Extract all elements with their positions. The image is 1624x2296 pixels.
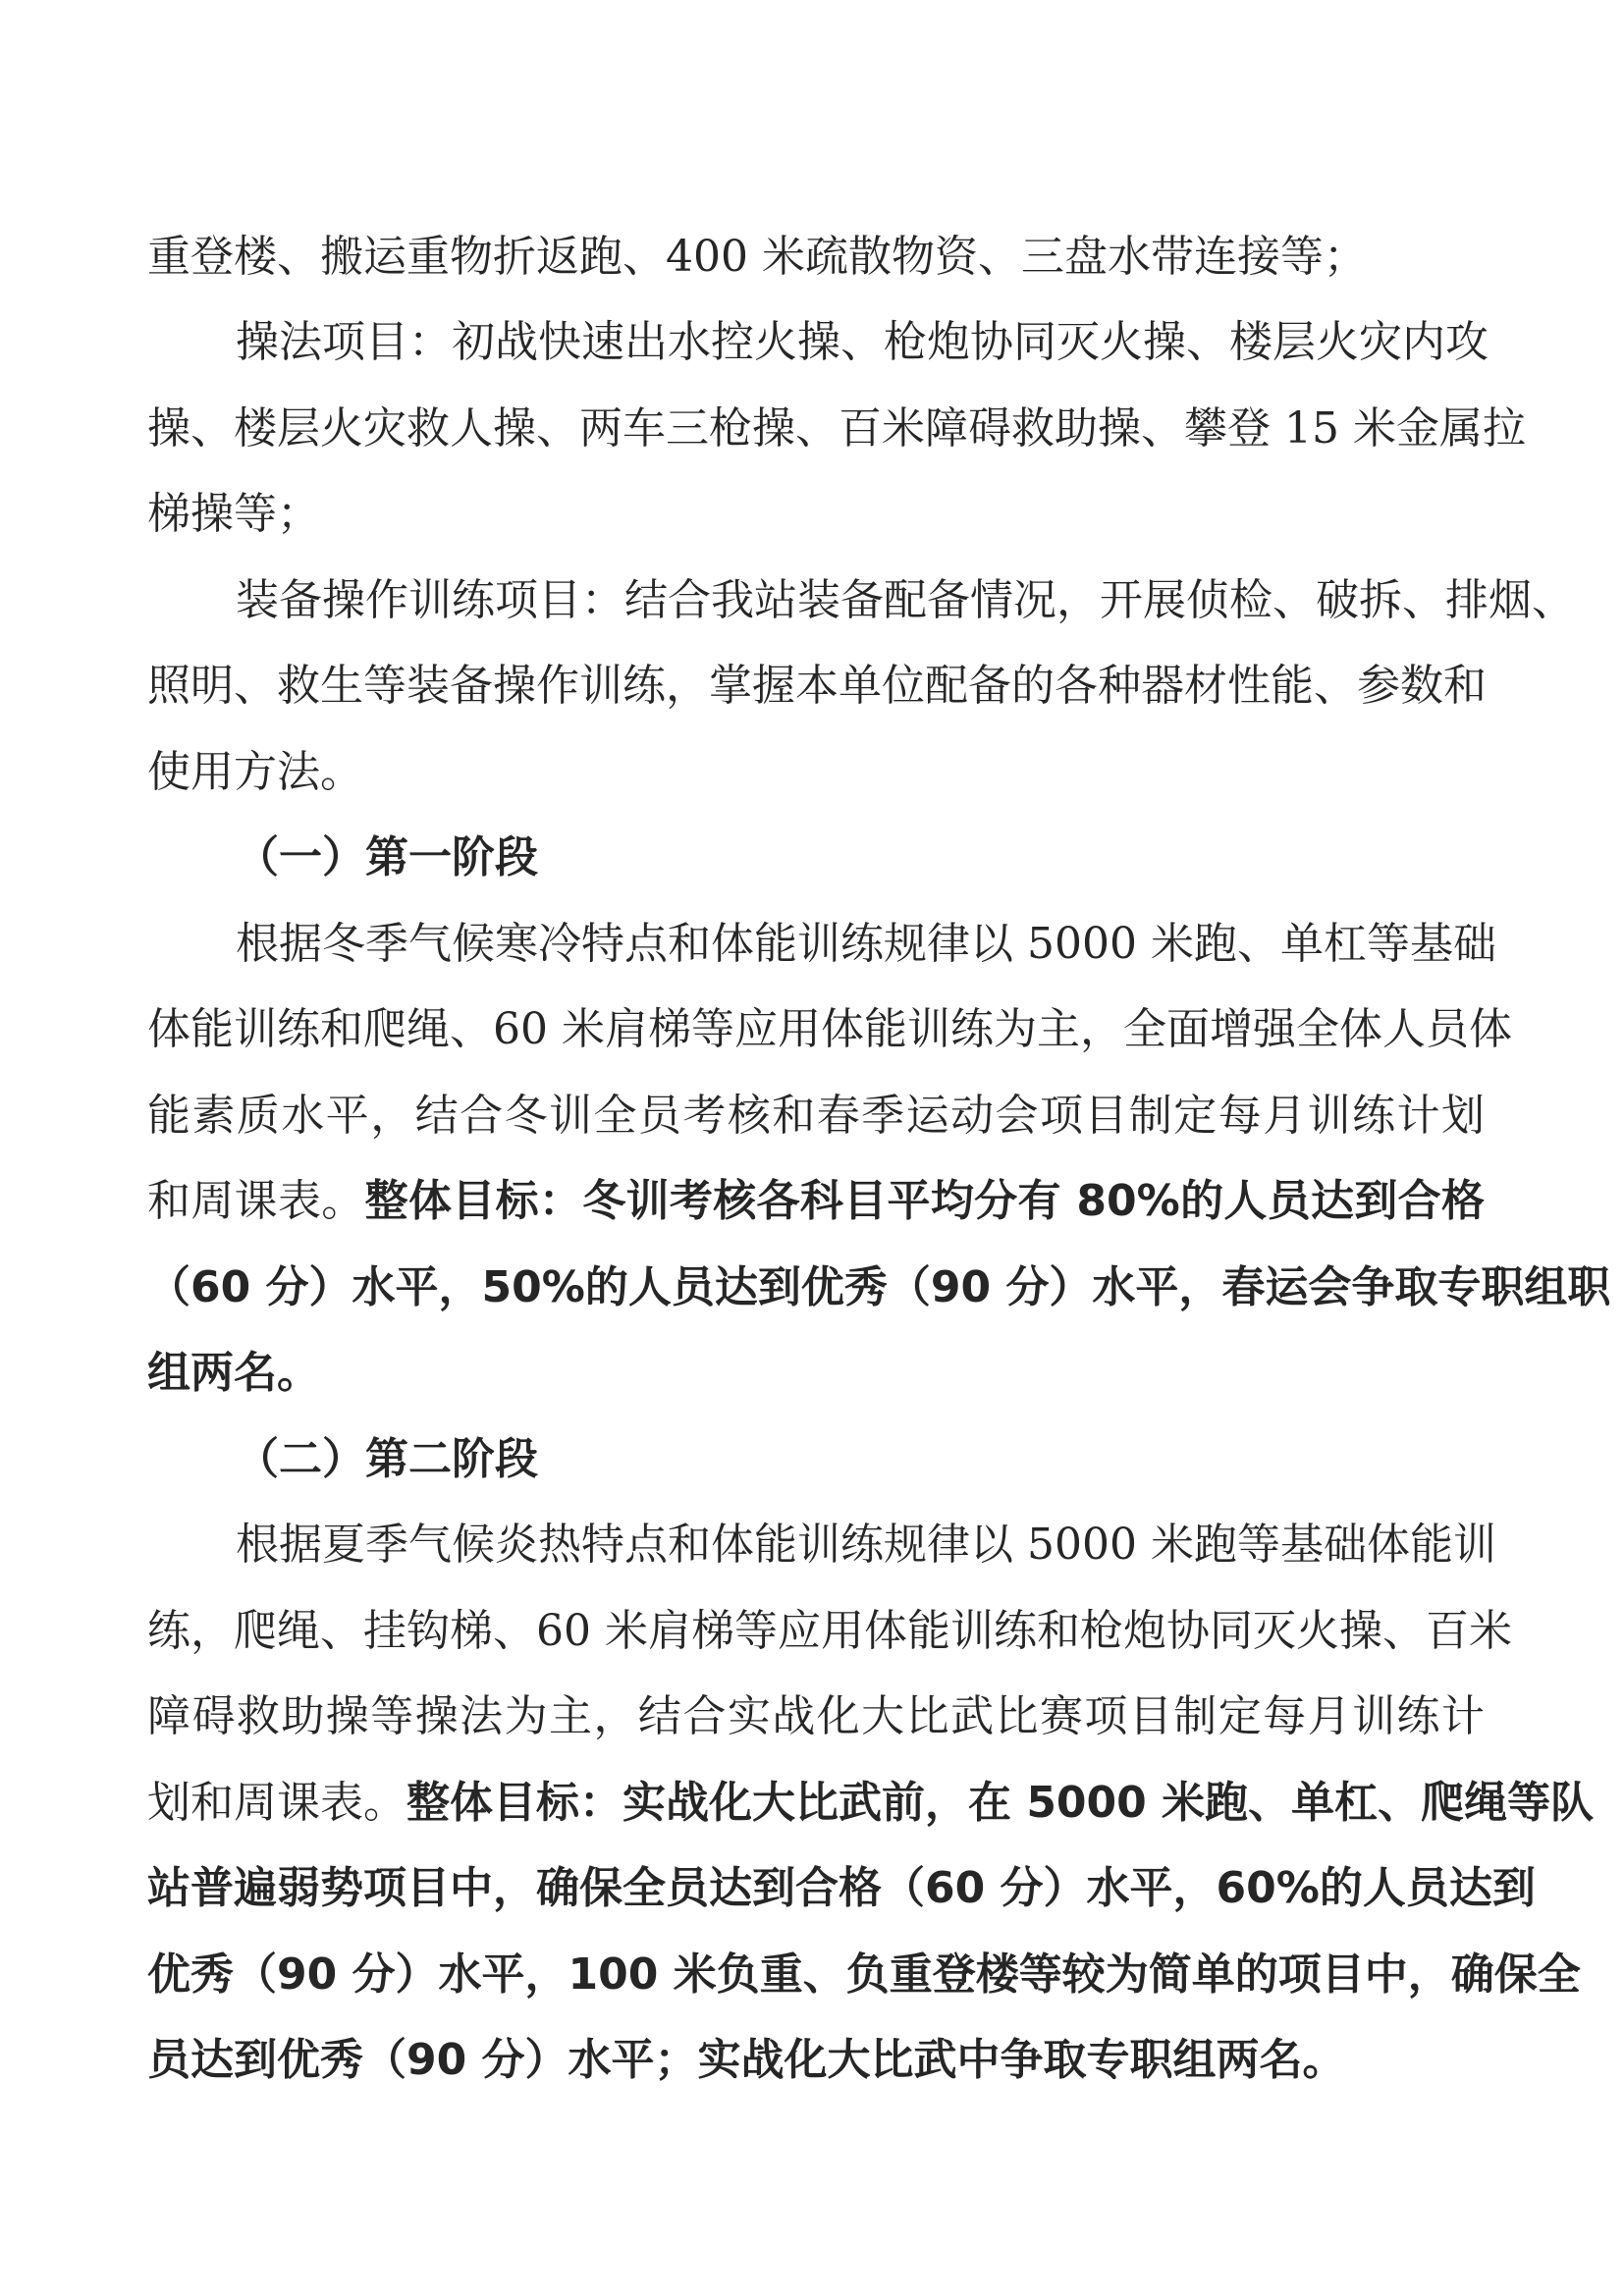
bold-text: 组两名。 (147, 1348, 320, 1398)
heading-text: （一）第一阶段 (236, 832, 538, 882)
heading-text: （二）第二阶段 (236, 1434, 538, 1484)
text-line (147, 1000, 1512, 1059)
text: 能素质水平，结合冬训全员考核和春季运动会项目制定每月训练计划 (147, 1091, 1485, 1141)
bold-text: 整体目标：实战化大比武前，在 5000 米跑、单杠、爬绳等队 (406, 1778, 1595, 1828)
bold-text: 优秀（90 分）水平，100 米负重、负重登楼等较为简单的项目中，确保全 (147, 1949, 1581, 2000)
text-line (147, 228, 1485, 287)
text: 和周课表。 (147, 1176, 365, 1226)
text: 根据冬季气候寒冷特点和体能训练规律以 5000 米跑、单杠等基础 (236, 919, 1496, 969)
text-line (147, 1602, 1512, 1661)
text: 使用方法。 (147, 747, 363, 797)
bold-text: 站普遍弱势项目中，确保全员达到合格（60 分）水平，60%的人员达到 (147, 1863, 1536, 1913)
text-line (147, 1774, 1595, 1833)
text: 根据夏季气候炎热特点和体能训练规律以 5000 米跑等基础体能训 (236, 1520, 1496, 1570)
text-line (147, 485, 1485, 544)
bold-text: 整体目标：冬训考核各科目平均分有 80%的人员达到合格 (364, 1176, 1486, 1226)
text: 梯操等； (147, 489, 320, 539)
text-line (147, 743, 1485, 802)
text: 操、楼层火灾救人操、两车三枪操、百米障碍救助操、攀登 15 米金属拉 (147, 403, 1526, 454)
bold-line (147, 1859, 1536, 1918)
bold-line (147, 2031, 1485, 2090)
text-line (147, 1172, 1485, 1231)
paragraph-start-line (147, 915, 1496, 974)
text: 划和周课表。 (147, 1778, 406, 1828)
bold-text: （60 分）水平，50%的人员达到优秀（90 分）水平，春运会争取专职组职 (147, 1262, 1611, 1312)
paragraph-start-line (147, 571, 1575, 630)
text-line (147, 657, 1485, 716)
bold-line (147, 1344, 1485, 1403)
section-heading-2 (147, 1430, 1485, 1489)
text: 装备操作训练项目：结合我站装备配备情况，开展侦检、破拆、排烟、 (236, 575, 1575, 625)
paragraph-start-line (147, 313, 1489, 372)
text: 操法项目：初战快速出水控火操、枪炮协同灭火操、楼层火灾内攻 (236, 317, 1489, 367)
text: 练，爬绳、挂钩梯、60 米肩梯等应用体能训练和枪炮协同灭火操、百米 (147, 1606, 1512, 1656)
text-line (147, 400, 1526, 458)
bold-line (147, 1258, 1611, 1317)
section-heading-1 (147, 828, 1485, 887)
text: 障碍救助操等操法为主，结合实战化大比武比赛项目制定每月训练计 (147, 1691, 1485, 1741)
text: 照明、救生等装备操作训练，掌握本单位配备的各种器材性能、参数和 (147, 661, 1487, 711)
bold-line (147, 1946, 1581, 2004)
paragraph-start-line (147, 1516, 1496, 1575)
text-line (147, 1087, 1485, 1146)
text: 体能训练和爬绳、60 米肩梯等应用体能训练为主，全面增强全体人员体 (147, 1004, 1512, 1054)
text-line (147, 1687, 1485, 1746)
bold-text: 员达到优秀（90 分）水平；实战化大比武中争取专职组两名。 (147, 2035, 1346, 2085)
text: 重登楼、搬运重物折返跑、400 米疏散物资、三盘水带连接等； (147, 232, 1367, 282)
